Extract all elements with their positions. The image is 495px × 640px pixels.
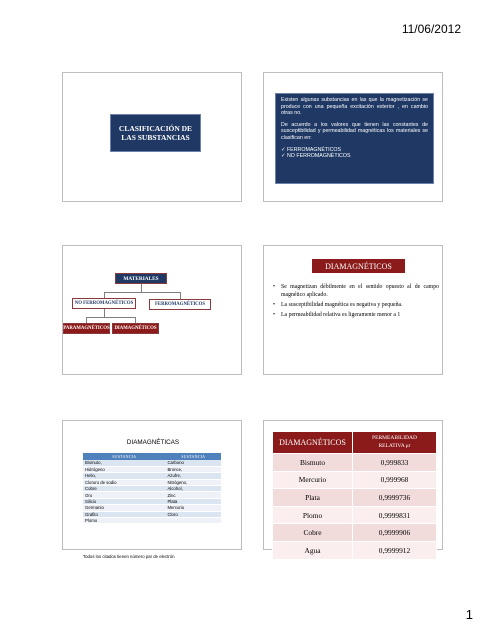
table-cell: Zinc — [165, 492, 221, 498]
table-header: DIAMAGNÉTICOS — [273, 432, 353, 454]
slide-1-title-box — [110, 114, 201, 152]
slide-5-title: DIAMAGNÉTICAS — [126, 439, 180, 446]
table-cell: Bronce, — [165, 466, 221, 472]
table-cell: Nitrógeno, — [165, 479, 221, 485]
slide-2-list-item: ✓ FERROMAGNÉTICOS — [281, 146, 342, 153]
check-icon: ✓ — [281, 146, 286, 153]
table-cell: Hidrógeno — [83, 466, 165, 472]
table-cell: 0,9999912 — [353, 541, 437, 559]
connector-line — [104, 309, 105, 317]
page-date: 11/06/2012 — [401, 22, 461, 36]
table-cell: Bismuto, — [83, 460, 165, 466]
node-paramagneticos: PARAMAGNÉTICOS — [63, 323, 110, 334]
slide-1-title: CLASIFICACIÓN DE LAS SUBSTANCIAS — [118, 123, 193, 142]
slide-2-paragraph-1: Existen algunas substancias en las que la magnetización se produce con una pequeña excitación exterior , en cambio otras no. — [281, 97, 428, 117]
slide-1-thumbnail — [62, 72, 242, 202]
connector-line — [86, 317, 136, 318]
table-cell: 0,9999736 — [353, 489, 437, 507]
table-cell: Cobre — [273, 524, 353, 542]
table-row — [273, 454, 437, 472]
table-cell: Cloro — [165, 511, 221, 517]
table-row — [273, 489, 437, 507]
slide-4-thumbnail — [263, 245, 443, 375]
table-cell: Bismuto — [273, 454, 353, 472]
table-cell: Agua — [273, 541, 353, 559]
table-row — [273, 471, 437, 489]
table-cell: 0,999833 — [353, 454, 437, 472]
slide-3-thumbnail — [62, 245, 242, 375]
table-cell: 0,9999906 — [353, 524, 437, 542]
slide-2-paragraph-2: De acuerdo a los valores que tienen las constantes de susceptibilidad y permeabilidad magnéticas los materiales se clasifican en: — [281, 121, 428, 141]
table-cell: Alcohol, — [165, 486, 221, 492]
node-materiales: MATERIALES — [115, 273, 167, 284]
table-cell: Plata — [165, 498, 221, 504]
table-cell: Cloruro de sodio — [83, 479, 165, 485]
slide-5-thumbnail — [62, 420, 242, 559]
table-cell: Azufre, — [165, 473, 221, 479]
check-icon: ✓ — [281, 153, 286, 160]
slide-4-title-banner — [312, 259, 405, 273]
table-header: SUSTANCIA — [83, 453, 165, 460]
slide-2-thumbnail — [263, 72, 443, 202]
table-cell: Mercurio — [273, 471, 353, 489]
slide-6-thumbnail — [263, 420, 443, 555]
slide-2-text-panel — [275, 93, 434, 184]
table-header: PERMEABILIDAD RELATIVA μr — [353, 432, 437, 454]
table-cell: Cobre — [83, 486, 165, 492]
node-ferromagneticos: FERROMAGNÉTICOS — [149, 299, 211, 310]
table-cell: Grafito — [83, 511, 165, 517]
substances-table — [83, 453, 221, 524]
slide-5-footnote: Todos los citados tienen número par de electrón — [83, 554, 175, 559]
table-cell: Germanio — [83, 505, 165, 511]
connector-line — [104, 292, 180, 293]
slide-2-list-item: ✓ NO FERROMAGNÉTICOS — [281, 153, 351, 160]
bullet-item: • La susceptibilidad magnética es negativa y pequeña. — [272, 302, 439, 310]
permeability-table — [272, 431, 437, 560]
connector-line — [180, 292, 181, 299]
table-cell: Carbono — [165, 460, 221, 466]
slide-4-bullet-list — [272, 284, 439, 322]
slide-4-title: DIAMAGNÉTICOS — [325, 261, 392, 271]
table-cell: Silicio — [83, 498, 165, 504]
bullet-item: • Se magnetizan débilmente en el sentido opuesto al de campo magnético aplicado. — [272, 284, 439, 299]
table-header: SUSTANCIA — [165, 453, 221, 460]
page-number: 1 — [465, 607, 473, 622]
table-cell: Plomo — [273, 506, 353, 524]
table-cell — [165, 518, 221, 524]
table-cell: Plomo — [83, 518, 165, 524]
node-no-ferromagneticos: NO FERROMAGNÉTICOS — [72, 298, 136, 309]
table-row — [273, 541, 437, 559]
table-cell: Helio, — [83, 473, 165, 479]
table-cell: 0,9999831 — [353, 506, 437, 524]
table-cell: Oro — [83, 492, 165, 498]
table-row — [83, 518, 221, 524]
table-row — [273, 524, 437, 542]
table-cell: Plata — [273, 489, 353, 507]
connector-line — [141, 284, 142, 292]
table-row — [273, 506, 437, 524]
table-cell: Mercurio — [165, 505, 221, 511]
node-diamagneticos: DIAMAGNÉTICOS — [112, 323, 159, 334]
bullet-item: • La permeabilidad relativa es ligeramente menor a 1 — [272, 312, 439, 320]
table-cell: 0,999968 — [353, 471, 437, 489]
